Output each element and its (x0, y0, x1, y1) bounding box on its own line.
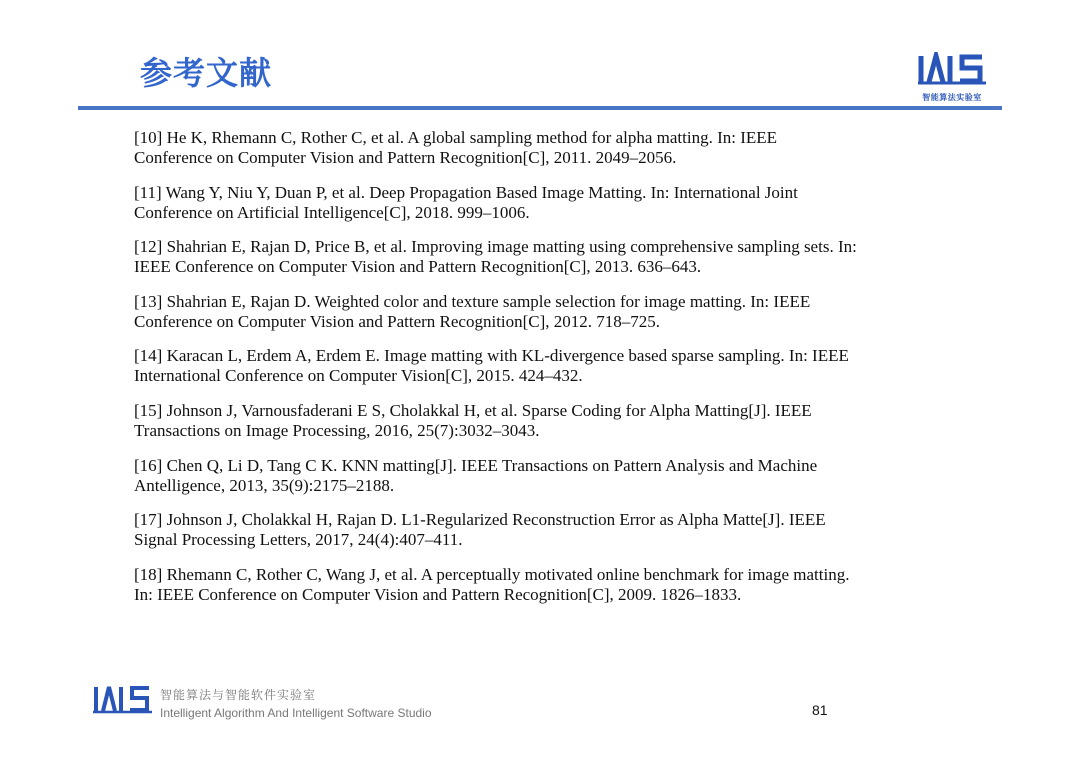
reference-item (134, 128, 964, 168)
footer-name-en: Intelligent Algorithm And Intelligent Software Studio (160, 706, 432, 720)
reference-list (134, 128, 964, 619)
reference-line: [12] Shahrian E, Rajan D, Price B, et al. Improving image matting using comprehensive sampling sets. In: (134, 237, 857, 257)
reference-line: Signal Processing Letters, 2017, 24(4):407–411. (134, 530, 463, 550)
reference-line: IEEE Conference on Computer Vision and Pattern Recognition[C], 2013. 636–643. (134, 257, 702, 277)
logo-subtitle: 智能算法实验室 (922, 93, 982, 102)
reference-line: [17] Johnson J, Cholakkal H, Rajan D. L1-Regularized Reconstruction Error as Alpha Matte[J]. IEEE (134, 510, 826, 530)
reference-line: [14] Karacan L, Erdem A, Erdem E. Image matting with KL-divergence based sparse sampling. In: IEEE (134, 346, 849, 366)
iais-logo-top (916, 52, 988, 103)
reference-item (134, 510, 964, 550)
reference-line: Conference on Computer Vision and Pattern Recognition[C], 2011. 2049–2056. (134, 148, 677, 167)
reference-line: Conference on Computer Vision and Pattern Recognition[C], 2012. 718–725. (134, 311, 661, 331)
reference-item (134, 346, 964, 386)
reference-line: International Conference on Computer Vision[C], 2015. 424–432. (134, 366, 583, 386)
reference-item (134, 565, 964, 605)
reference-line: [15] Johnson J, Varnousfaderani E S, Cholakkal H, et al. Sparse Coding for Alpha Matting[J]. IEEE (134, 400, 812, 420)
iais-logo-footer-icon (92, 683, 154, 715)
reference-line: [10] He K, Rhemann C, Rother C, et al. A global sampling method for alpha matting. In: IEEE (134, 128, 778, 147)
reference-line: In: IEEE Conference on Computer Vision and Pattern Recognition[C], 2009. 1826–1833. (134, 584, 742, 604)
reference-line: [16] Chen Q, Li D, Tang C K. KNN matting[J]. IEEE Transactions on Pattern Analysis and Machine (134, 455, 818, 475)
reference-item (134, 183, 964, 223)
reference-line: [18] Rhemann C, Rother C, Wang J, et al. A perceptually motivated online benchmark for image matting. (134, 564, 850, 584)
footer-name-cn: 智能算法与智能软件实验室 (160, 688, 317, 702)
iais-logo-icon (916, 52, 988, 86)
page-number: 81 (812, 702, 828, 718)
reference-line: Transactions on Image Processing, 2016, 25(7):3032–3043. (134, 420, 540, 440)
reference-item (134, 237, 964, 277)
slide-title: 参考文献 (140, 54, 273, 92)
reference-line: Conference on Artificial Intelligence[C], 2018. 999–1006. (134, 202, 530, 222)
reference-line: [13] Shahrian E, Rajan D. Weighted color and texture sample selection for image matting. In: IEEE (134, 291, 811, 311)
reference-line: [11] Wang Y, Niu Y, Duan P, et al. Deep Propagation Based Image Matting. In: International Joint (134, 182, 798, 202)
footer-lab-name (160, 686, 432, 720)
reference-item (134, 292, 964, 332)
reference-item (134, 456, 964, 496)
iais-logo-footer (92, 683, 154, 720)
header-divider (78, 106, 1002, 110)
reference-item (134, 401, 964, 441)
reference-line: Antelligence, 2013, 35(9):2175–2188. (134, 475, 395, 495)
